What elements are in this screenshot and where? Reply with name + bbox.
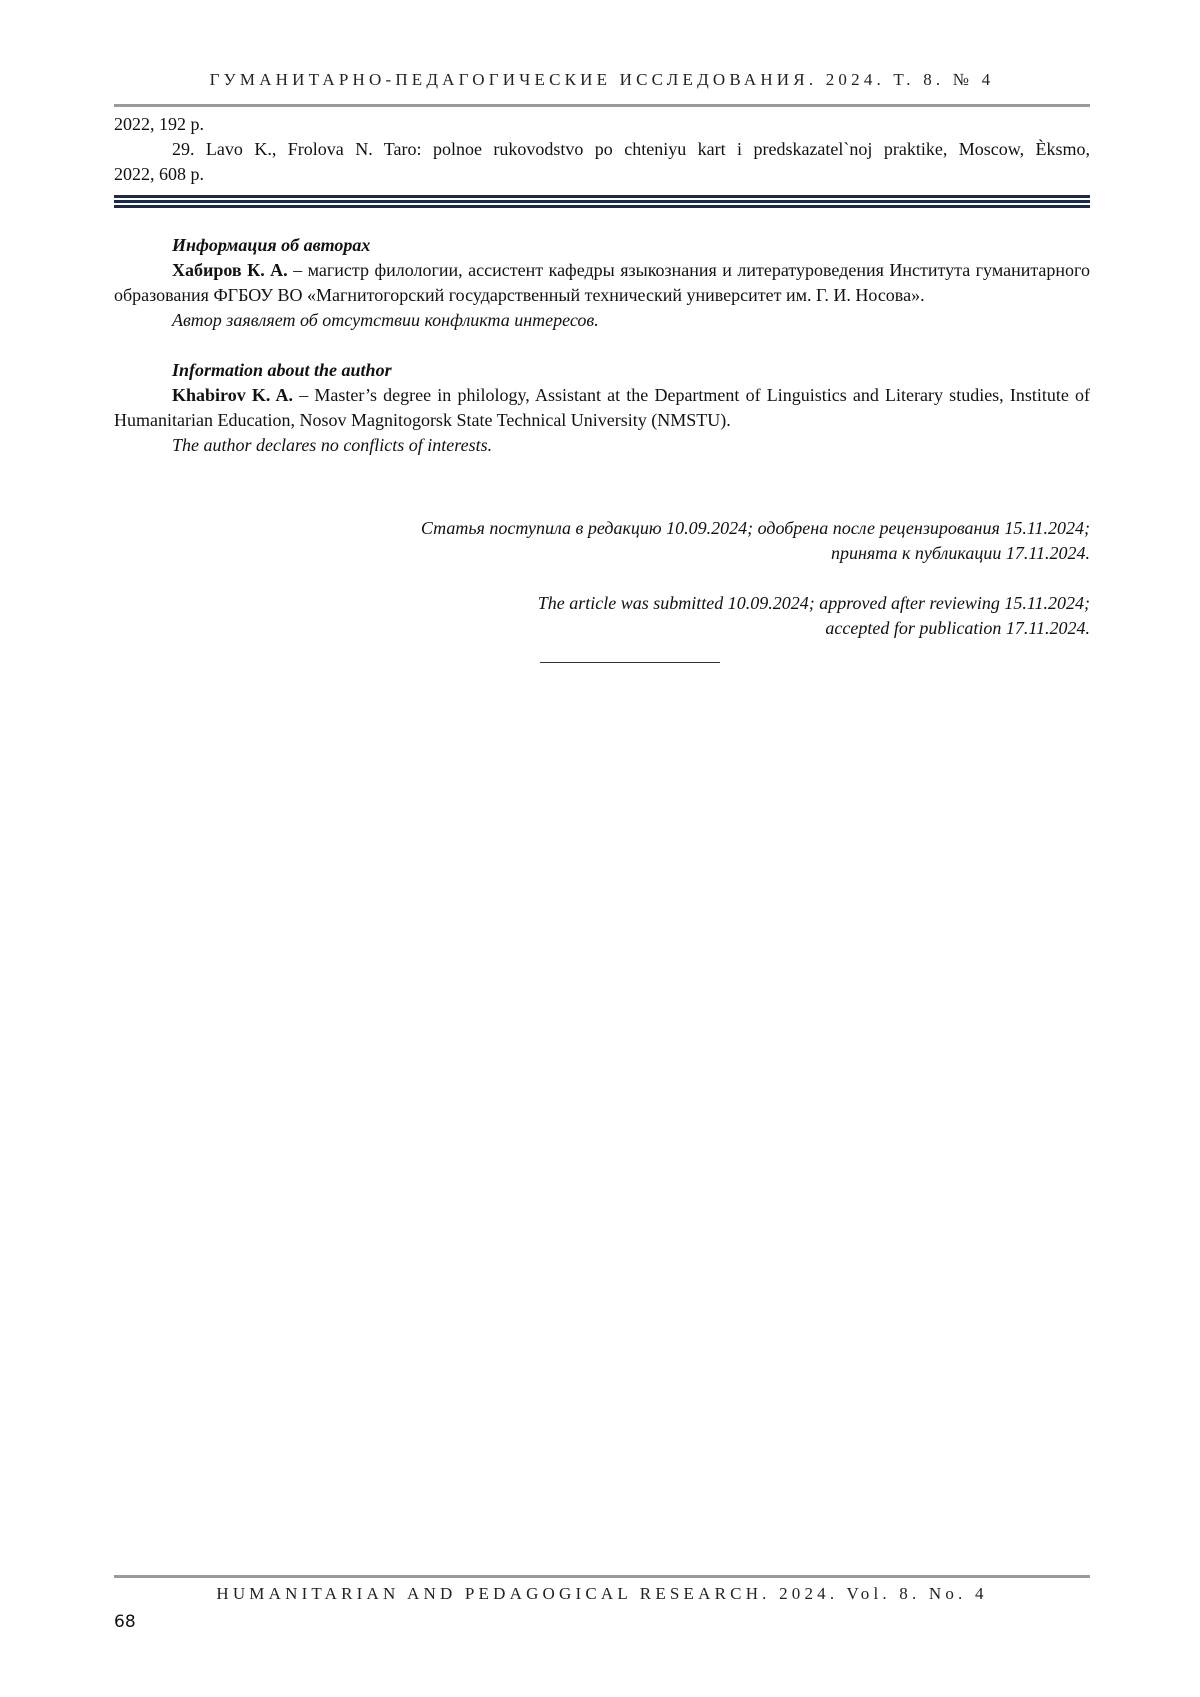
author-information: [114, 233, 1090, 458]
running-header: ГУМАНИТАРНО-ПЕДАГОГИЧЕСКИЕ ИССЛЕДОВАНИЯ. 2024. Т. 8. № 4: [209, 70, 995, 89]
author-en-description: – Master’s degree in philology, Assistant at the Department of Linguistics and Literary studies, Institute of Humanitarian Education, Nosov Magnitogorsk State Technical University (NMSTU).: [114, 385, 1090, 430]
reference-item-29-line1: 29. Lavo K., Frolova N. Taro: polnoe rukovodstvo po chteniyu kart i predskazatel`noj praktike, Moscow, Èksmo,: [172, 139, 1090, 159]
author-ru-name: Хабиров К. А.: [172, 260, 288, 280]
spacer: [114, 566, 1090, 591]
authors-ru-paragraph: [114, 258, 1090, 308]
divider-bar: [114, 205, 1090, 208]
footer-rule: [114, 1575, 1090, 1578]
authors-ru-conflict: Автор заявляет об отсутствии конфликта интересов.: [172, 310, 599, 330]
author-en-name: Khabirov K. A.: [172, 385, 294, 405]
authors-en-conflict: The author declares no conflicts of interests.: [172, 435, 493, 455]
running-footer: HUMANITARIAN AND PEDAGOGICAL RESEARCH. 2024. Vol. 8. No. 4: [216, 1584, 988, 1603]
reference-item-29: [114, 137, 1090, 162]
end-of-article-line: [540, 662, 720, 663]
section-divider: [114, 195, 1090, 210]
reference-item-29-line2: 2022, 608 p.: [114, 164, 204, 184]
references-continuation: [114, 112, 1090, 187]
dates-en-line1: The article was submitted 10.09.2024; approved after reviewing 15.11.2024;: [537, 593, 1090, 613]
authors-en-title: Information about the author: [172, 360, 392, 380]
authors-ru-title: Информация об авторах: [172, 235, 371, 255]
divider-bar: [114, 195, 1090, 198]
page-number: 68: [114, 1612, 136, 1632]
submission-dates: [114, 516, 1090, 641]
author-ru-description: – магистр филологии, ассистент кафедры языкознания и литературоведения Института гуманитарного образования ФГБОУ ВО «Магнитогорский государственный технический университет им. Г. И. Носова».: [114, 260, 1090, 305]
authors-en-paragraph: [114, 383, 1090, 433]
spacer: [114, 333, 1090, 358]
dates-ru-line1: Статья поступила в редакцию 10.09.2024; одобрена после рецензирования 15.11.2024;: [420, 518, 1090, 538]
dates-en-line2: accepted for publication 17.11.2024.: [825, 618, 1090, 638]
dates-ru-line2: принята к публикации 17.11.2024.: [830, 543, 1090, 563]
divider-bar: [114, 200, 1090, 203]
header-rule: [114, 104, 1090, 107]
reference-continuation: 2022, 192 p.: [114, 114, 204, 134]
